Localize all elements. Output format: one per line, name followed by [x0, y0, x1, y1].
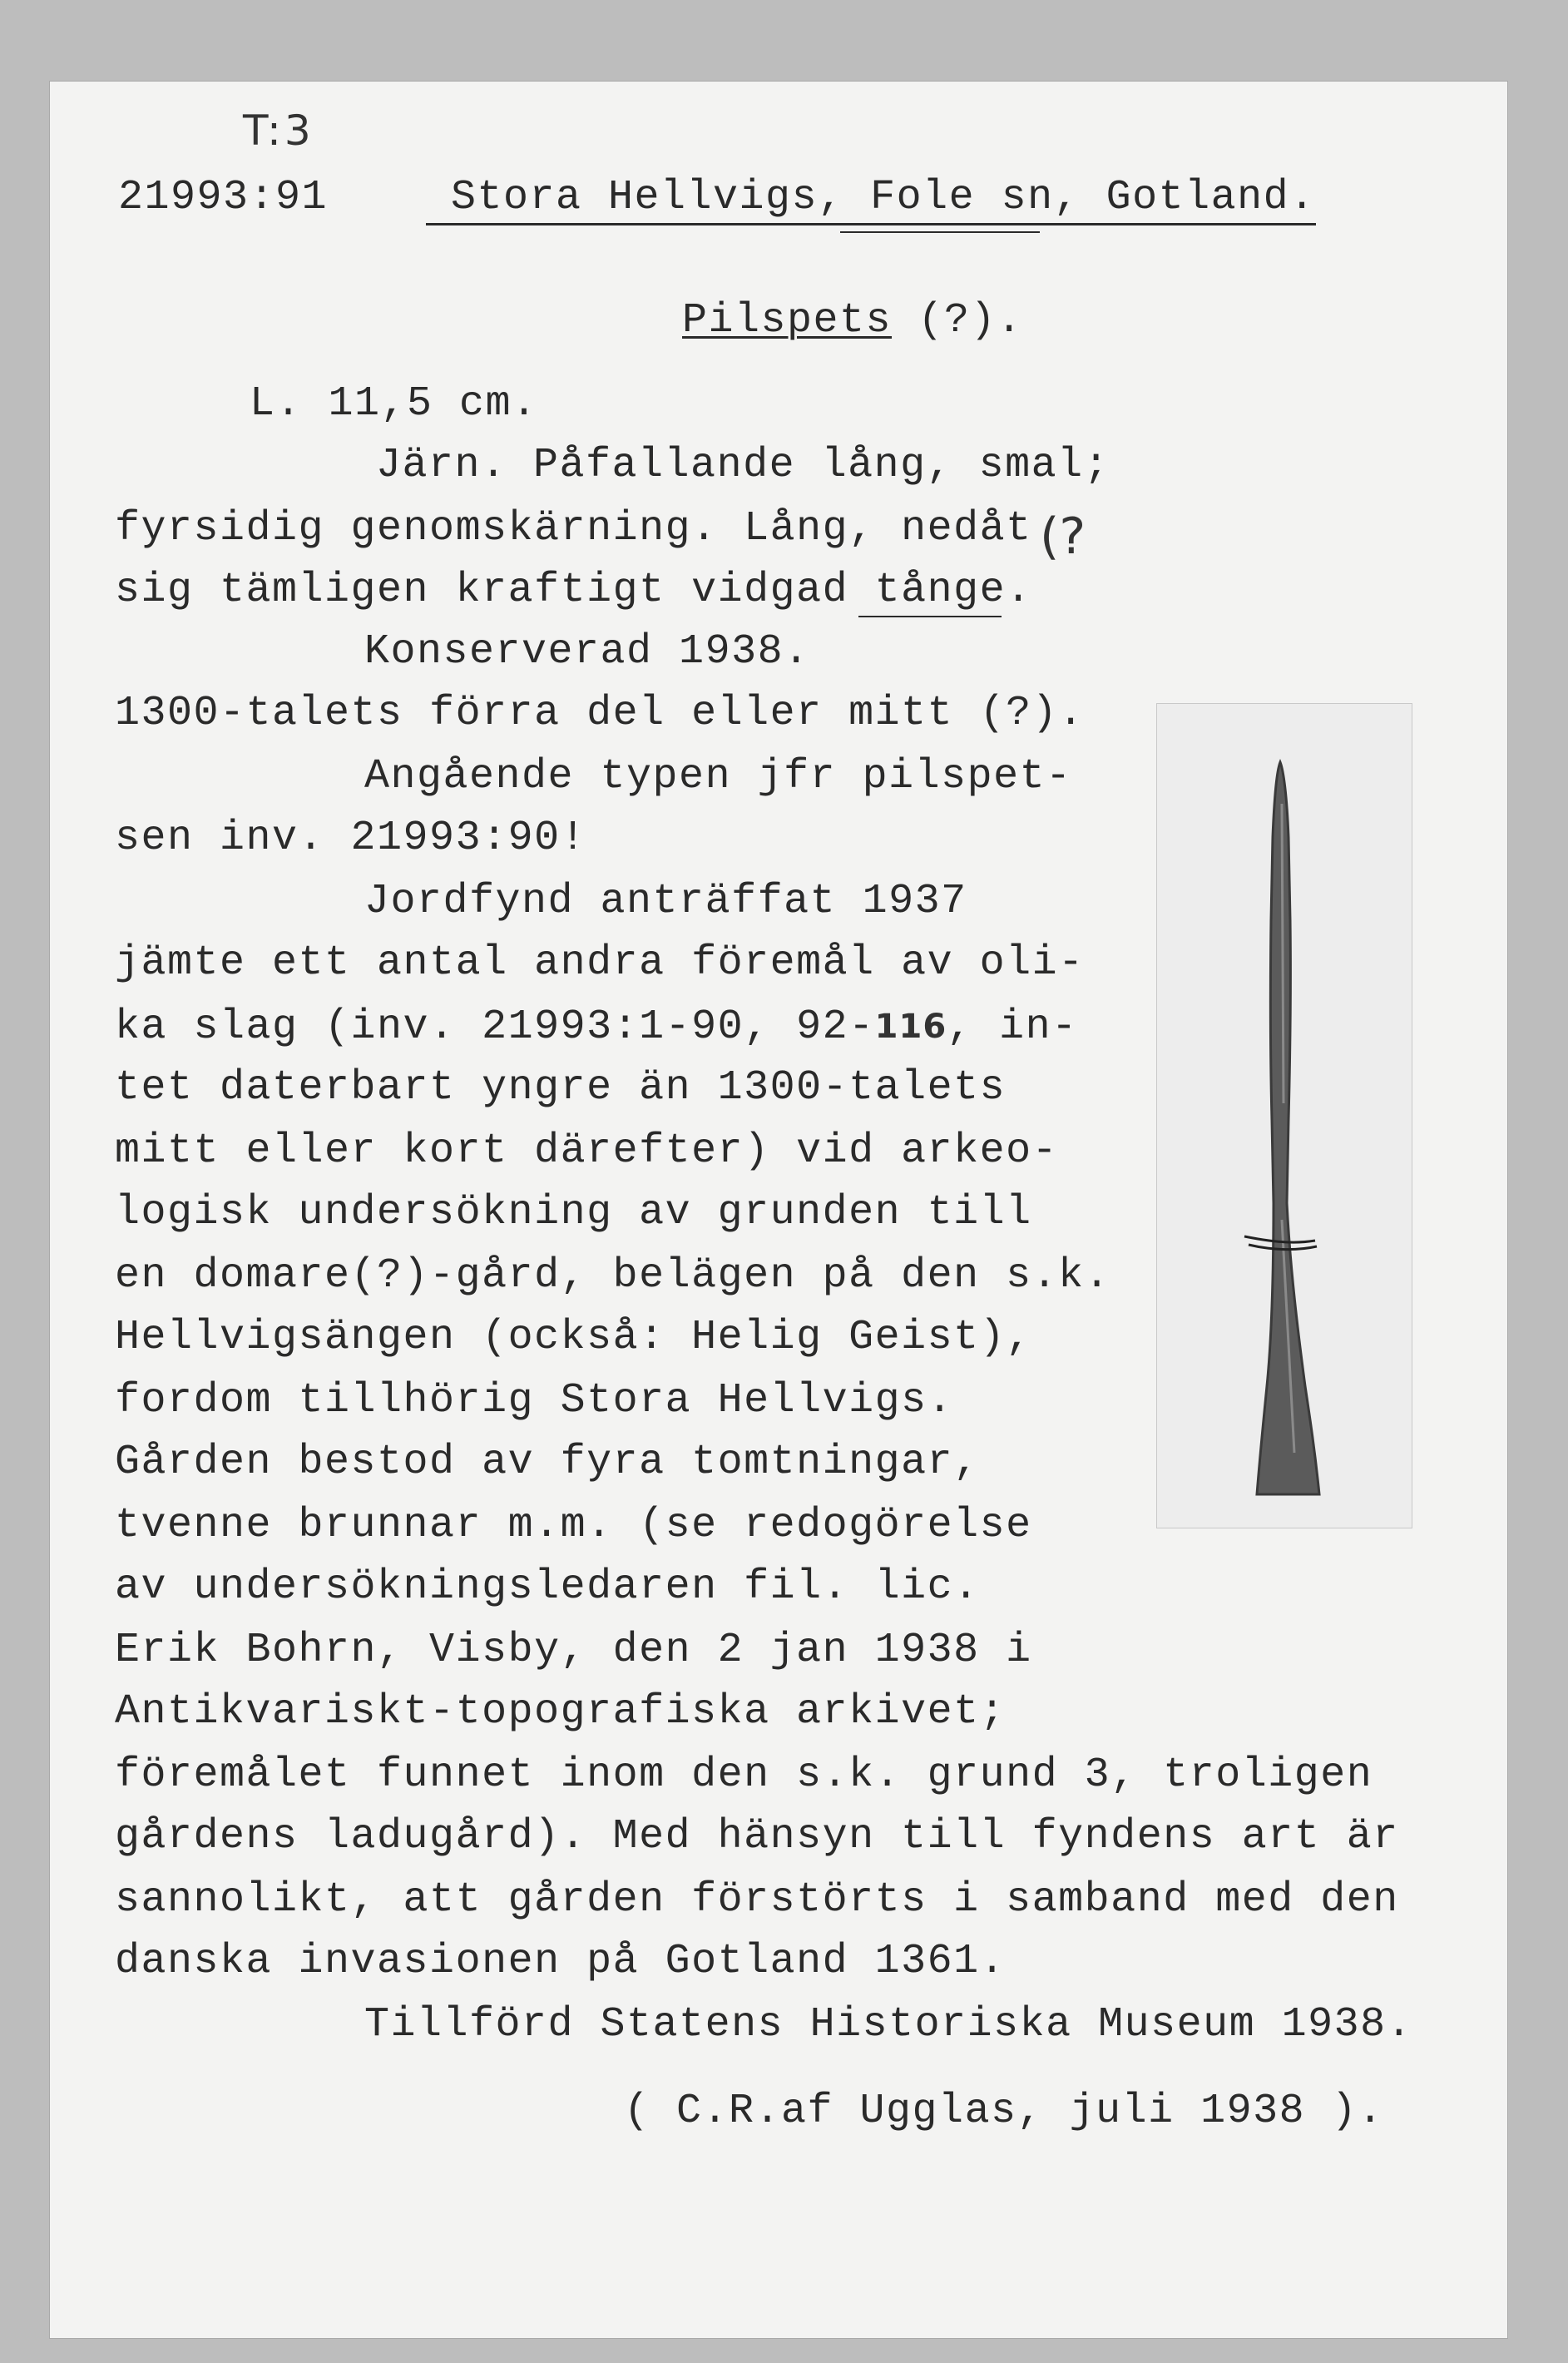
text-line-20: av undersökningsledaren fil. lic.	[115, 1563, 980, 1611]
text-line-13: mitt eller kort därefter) vid arkeo-	[115, 1127, 1059, 1175]
text-line-9: Jordfynd anträffat 1937	[364, 878, 967, 925]
arrowhead-photo	[1156, 703, 1412, 1528]
inventory-number: 21993:91	[118, 174, 329, 221]
object-title-word: Pilspets	[682, 297, 893, 344]
object-title-suffix: (?).	[892, 297, 1023, 344]
handwritten-card-id: T:3	[243, 107, 314, 155]
text-line-8: sen inv. 21993:90!	[115, 815, 587, 862]
text-line-3: fyrsidig genomskärning. Lång, nedåt	[115, 505, 1032, 552]
catalog-card	[50, 82, 1507, 2338]
text-line-6: 1300-talets förra del eller mitt (?).	[115, 690, 1085, 737]
tange-underline	[858, 616, 1002, 617]
text-line-11	[115, 1002, 1078, 1053]
handwritten-inv-range: 116	[874, 1008, 947, 1046]
text-line-14: logisk undersökning av grunden till	[115, 1189, 1032, 1236]
text-line-18: Gården bestod av fyra tomtningar,	[115, 1439, 980, 1486]
text-line-22: Antikvariskt-topografiska arkivet;	[115, 1688, 1007, 1736]
text-line-23: föremålet funnet inom den s.k. grund 3, troligen	[115, 1751, 1373, 1799]
text-line-24: gårdens ladugård). Med hänsyn till fyndens art är	[115, 1813, 1399, 1860]
text-line-4: sig tämligen kraftigt vidgad tånge.	[115, 567, 1032, 614]
handwritten-margin-note: (?	[1040, 508, 1086, 566]
text-line-11-end: , in-	[947, 1003, 1078, 1051]
text-line-25: sannolikt, att gården förstörts i samband med den	[115, 1876, 1399, 1924]
text-line-11-typed: ka slag (inv. 21993:1-90, 92-	[115, 1003, 875, 1051]
find-location: Stora Hellvigs, Fole sn, Gotland.	[451, 174, 1316, 221]
arrowhead-drawing	[1157, 704, 1412, 1528]
text-line-10: jämte ett antal andra föremål av oli-	[115, 939, 1085, 987]
object-title	[682, 296, 1023, 346]
text-line-21: Erik Bohrn, Visby, den 2 jan 1938 i	[115, 1627, 1032, 1674]
arrowhead-shape	[1257, 762, 1319, 1494]
text-line-1: L. 11,5 cm.	[250, 380, 538, 428]
location-underline	[426, 223, 1316, 225]
text-line-27: Tillförd Statens Historiska Museum 1938.	[364, 2001, 1413, 2048]
text-line-2: Järn. Påfallande lång, smal;	[376, 442, 1110, 489]
text-line-15: en domare(?)-gård, belägen på den s.k.	[115, 1252, 1111, 1300]
text-line-28: ( C.R.af Ugglas, juli 1938 ).	[624, 2088, 1384, 2135]
text-line-16: Hellvigsängen (också: Helig Geist),	[115, 1314, 1032, 1361]
text-line-5: Konserverad 1938.	[364, 628, 810, 676]
text-line-17: fordom tillhörig Stora Hellvigs.	[115, 1377, 954, 1424]
text-line-26: danska invasionen på Gotland 1361.	[115, 1938, 1007, 1985]
text-line-12: tet daterbart yngre än 1300-talets	[115, 1064, 1007, 1112]
text-line-19: tvenne brunnar m.m. (se redogörelse	[115, 1502, 1032, 1549]
location-underline-short	[840, 231, 1040, 233]
text-line-7: Angående typen jfr pilspet-	[364, 753, 1072, 800]
